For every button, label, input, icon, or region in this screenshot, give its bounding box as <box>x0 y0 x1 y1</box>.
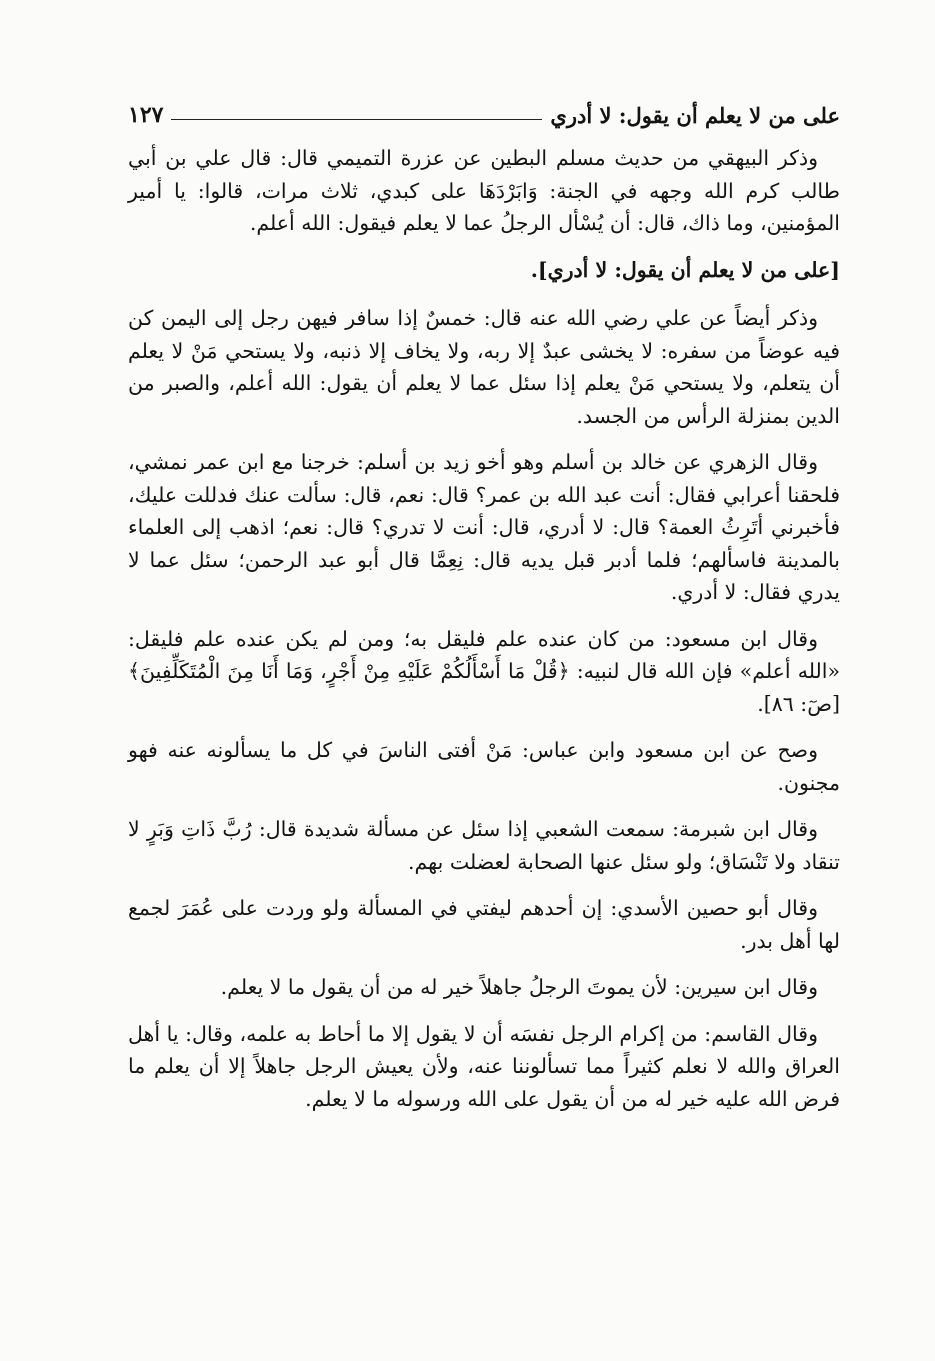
header-rule <box>171 119 542 120</box>
paragraph: وقال أبو حصين الأسدي: إن أحدهم ليفتي في المسألة ولو وردت على عُمَرَ لجمع لها أهل بدر. <box>128 896 840 953</box>
paragraph: وقال ابن سيرين: لأن يموتَ الرجلُ جاهلاً خير له من أن يقول ما لا يعلم. <box>220 975 818 999</box>
paragraph: وقال الزهري عن خالد بن أسلم وهو أخو زيد بن أسلم: خرجنا مع ابن عمر نمشي، فلحقنا أعرابي فقال: أنت عبد الله بن عمر؟ قال: نعم، قال: سألت عنك فدللت عليك، فأخبرني أتَرِثُ العمة؟ قال: لا أدري، قال: أنت لا تدري؟ قال: نعم؛ اذهب إلى العلماء بالمدينة فاسألهم؛ فلما أدبر قبل يديه قال: نِعِمَّا قال أبو عبد الرحمن؛ سئل عما لا يدري فقال: لا أدري. <box>128 450 840 604</box>
paragraph: وقال ابن مسعود: من كان عنده علم فليقل به؛ ومن لم يكن عنده علم فليقل: «الله أعلم» فإن الله قال لنبيه: ﴿قُلْ مَا أَسْأَلُكُمْ عَلَيْهِ مِنْ أَجْرٍ، وَمَا أَنَا مِنَ الْمُتَكَلِّفِينَ﴾ [صٓ: ٨٦]. <box>128 626 840 716</box>
page-body <box>128 142 840 1129</box>
paragraph: وقال ابن شبرمة: سمعت الشعبي إذا سئل عن مسألة شديدة قال: رُبَّ ذَاتِ وَبَرٍ لا تنقاد ولا تَنْسَاق؛ ولو سئل عنها الصحابة لعضلت بهم. <box>128 817 840 874</box>
paragraph: وقال القاسم: من إكرام الرجل نفسَه أن لا يقول إلا ما أحاط به علمه، وقال: يا أهل العراق والله لا نعلم كثيراً مما تسألوننا عنه، ولأن يعيش الرجل جاهلاً إلا أن يعلم ما فرض الله عليه خير له من أن يقول على الله ورسوله ما لا يعلم. <box>128 1021 840 1111</box>
section-heading: [على من لا يعلم أن يقول: لا أدري]. <box>530 257 840 282</box>
paragraph: وصح عن ابن مسعود وابن عباس: مَنْ أفتى الناسَ في كل ما يسألونه عنه فهو مجنون. <box>128 738 840 795</box>
page-number: ١٢٧ <box>128 102 164 128</box>
running-header <box>128 88 840 128</box>
paragraph: وذكر البيهقي من حديث مسلم البطين عن عزرة التميمي قال: قال علي بن أبي طالب كرم الله وجهه في الجنة: وَابَرْدَهَا على كبدي، ثلاث مرات، قالوا: يا أمير المؤمنين، وما ذاك، قال: أن يُسْأل الرجلُ عما لا يعلم فيقول: الله أعلم. <box>128 146 840 235</box>
paragraph: وذكر أيضاً عن علي رضي الله عنه قال: خمسٌ إذا سافر فيهن رجل إلى اليمن كن فيه عوضاً من سفره: لا يخشى عبدٌ إلا ربه، ولا يخاف إلا ذنبه، ولا يستحي مَنْ لا يعلم أن يتعلم، ولا يستحي مَنْ يعلم إذا سئل عما لا يعلم أن يقول: الله أعلم، والصبر من الدين بمنزلة الرأس من الجسد. <box>128 306 840 428</box>
running-title: على من لا يعلم أن يقول: لا أدري <box>550 103 840 128</box>
